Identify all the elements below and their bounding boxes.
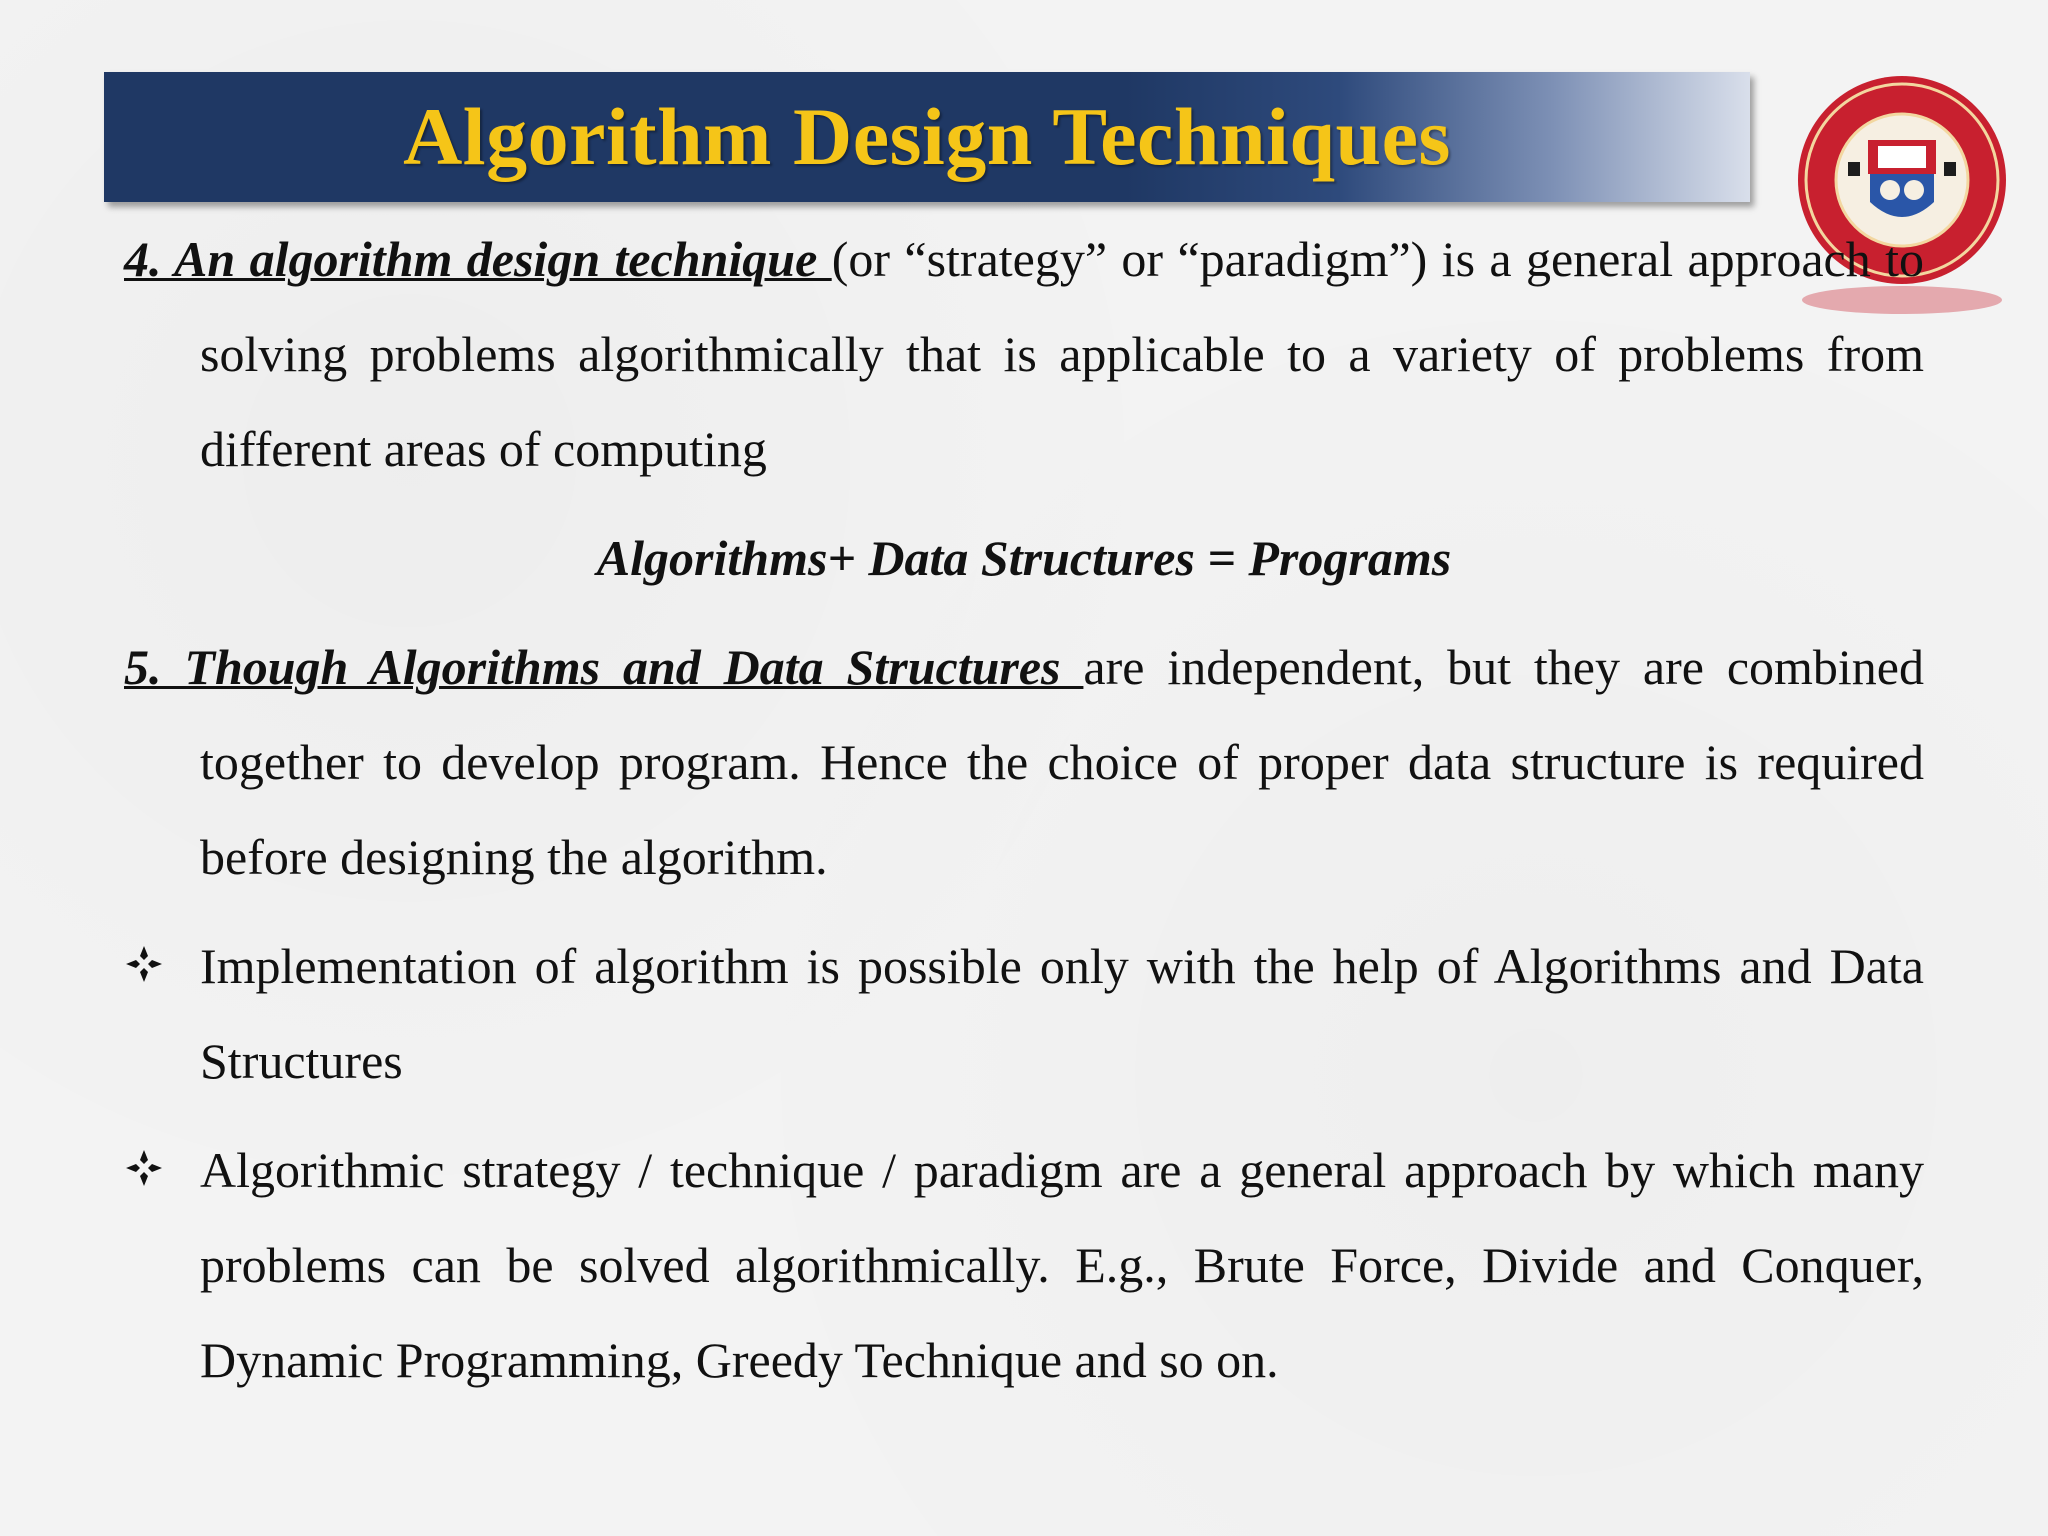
bullet-text: Implementation of algorithm is possible only with the help of Algorithms and Data Structures — [200, 938, 1924, 1089]
point-4-lead: 4. An algorithm design technique — [124, 231, 832, 287]
bullet-text: Algorithmic strategy / technique / paradigm are a general approach by which many problems can be solved algorithmically. E.g., Brute Force, Divide and Conquer, Dynamic Programming, Greedy Technique and so on. — [200, 1142, 1924, 1388]
slide-title: Algorithm Design Techniques — [403, 91, 1451, 182]
title-bar — [104, 72, 1750, 202]
point-4-text: (or “strategy” or “paradigm”) is a general approach to solving problems algorithmically that is applicable to a variety of problems from different areas of computing — [200, 231, 1924, 477]
bullet-item — [124, 919, 1924, 1109]
point-5-text: are independent, but they are combined together to develop program. Hence the choice of proper data structure is required before designing the algorithm. — [200, 639, 1924, 885]
slide-body — [124, 212, 1924, 1408]
point-4-paragraph — [124, 212, 1924, 497]
point-5-paragraph — [124, 620, 1924, 905]
bullet-item — [124, 1123, 1924, 1408]
point-5-lead: 5. Though Algorithms and Data Structures — [124, 639, 1084, 695]
diamond-bullet-icon — [124, 919, 174, 1014]
formula-line: Algorithms+ Data Structures = Programs — [596, 530, 1452, 586]
diamond-bullet-icon — [124, 1123, 174, 1218]
